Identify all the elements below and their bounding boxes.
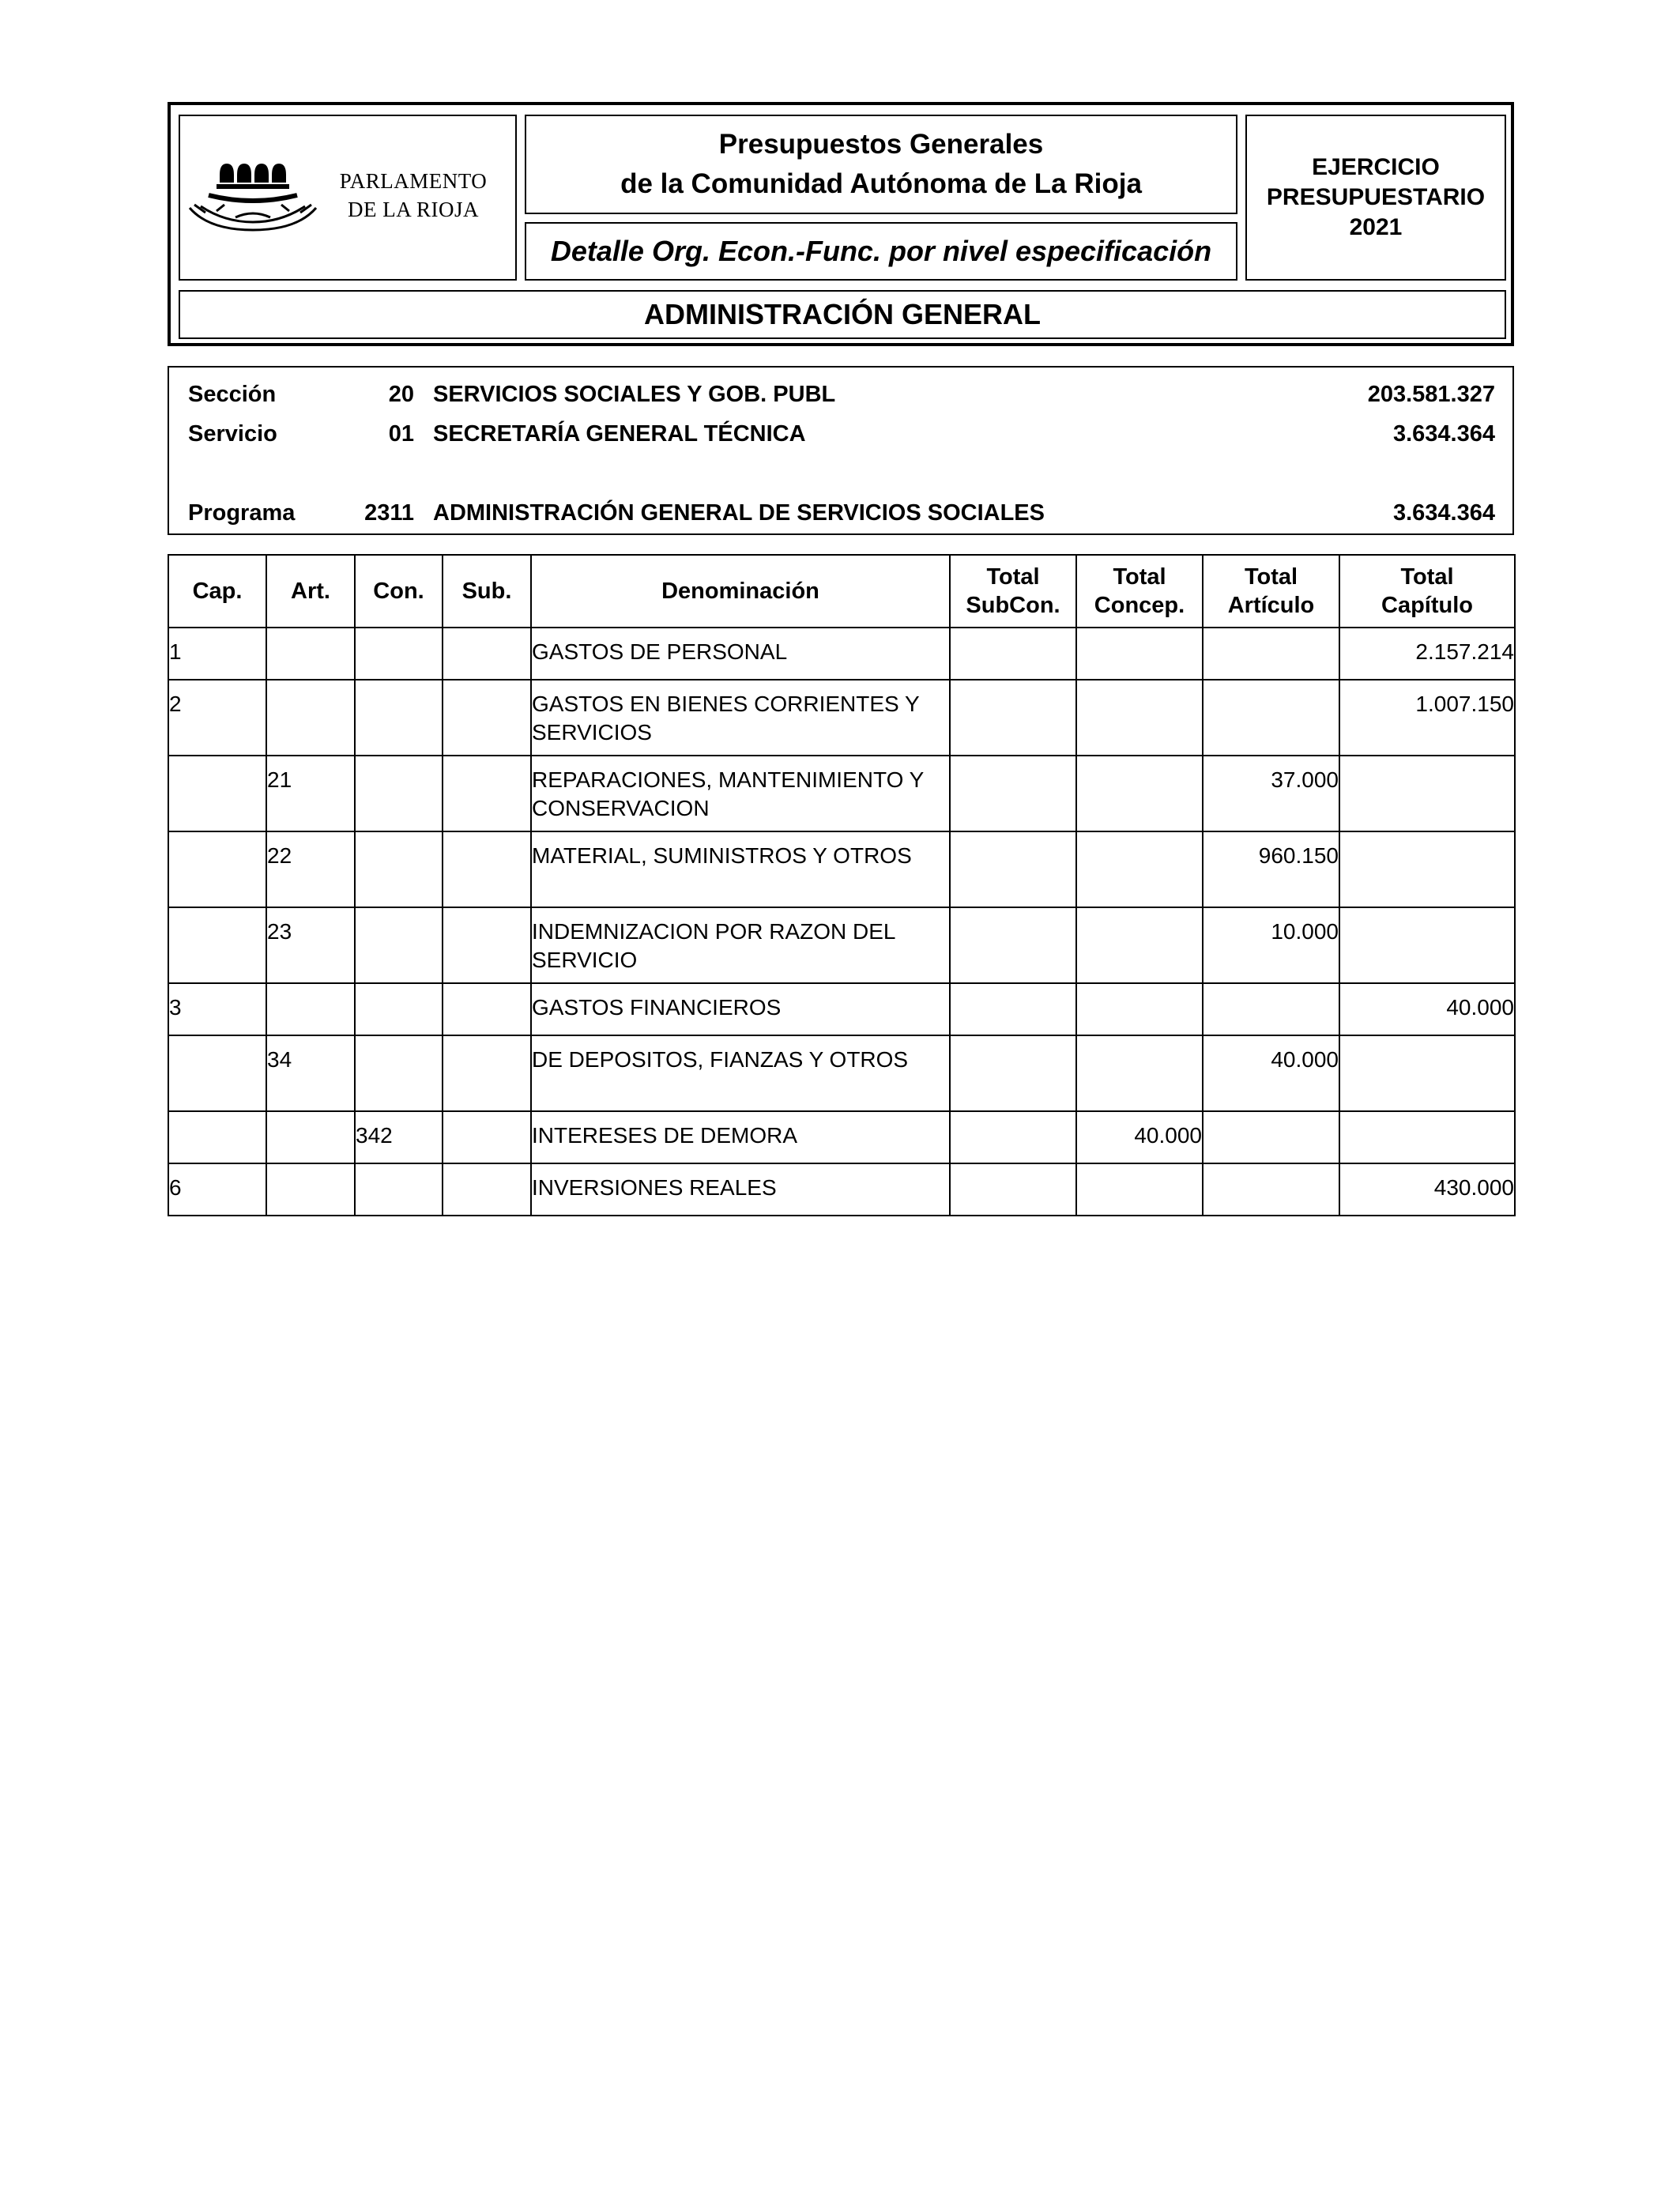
cell-sub	[443, 983, 531, 1035]
col-header-total-capitulo-l2: Capítulo	[1381, 593, 1473, 618]
cell-total-capitulo	[1339, 907, 1515, 983]
cell-denominacion: GASTOS EN BIENES CORRIENTES Y SERVICIOS	[531, 680, 950, 756]
cell-con: 342	[355, 1111, 443, 1163]
programa-code: 2311	[364, 500, 414, 526]
cell-denominacion: GASTOS FINANCIEROS	[531, 983, 950, 1035]
title-line1: Presupuestos Generales	[718, 129, 1044, 160]
seccion-code: 20	[388, 382, 414, 407]
col-header-cap: Cap.	[168, 555, 266, 628]
section-band: ADMINISTRACIÓN GENERAL	[179, 290, 1506, 339]
col-header-total-subcon	[950, 555, 1076, 628]
cell-art	[266, 1111, 355, 1163]
budget-section-info	[168, 366, 1514, 535]
cell-art: 34	[266, 1035, 355, 1111]
cell-total-concep	[1076, 680, 1203, 756]
cell-cap	[168, 756, 266, 831]
cell-total-articulo	[1203, 1163, 1339, 1216]
table-row	[168, 628, 1515, 680]
title-line2: de la Comunidad Autónoma de La Rioja	[620, 168, 1142, 199]
programa-row	[169, 497, 1512, 529]
servicio-code: 01	[388, 421, 414, 447]
cell-cap: 3	[168, 983, 266, 1035]
cell-total-concep	[1076, 907, 1203, 983]
cell-sub	[443, 831, 531, 907]
cell-total-subcon	[950, 1035, 1076, 1111]
cell-sub	[443, 628, 531, 680]
year-line2: PRESUPUESTARIO	[1266, 184, 1486, 210]
cell-total-subcon	[950, 1163, 1076, 1216]
seccion-desc: SERVICIOS SOCIALES Y GOB. PUBL	[433, 382, 836, 407]
col-header-total-capitulo-l1: Total	[1400, 564, 1454, 590]
cell-con	[355, 907, 443, 983]
cell-denominacion: INDEMNIZACION POR RAZON DEL SERVICIO	[531, 907, 950, 983]
col-header-total-concep-l2: Concep.	[1094, 593, 1185, 618]
table-row	[168, 983, 1515, 1035]
cell-art	[266, 680, 355, 756]
table-row	[168, 831, 1515, 907]
cell-total-articulo: 37.000	[1203, 756, 1339, 831]
cell-total-concep	[1076, 1035, 1203, 1111]
cell-total-concep	[1076, 756, 1203, 831]
cell-total-concep	[1076, 831, 1203, 907]
document-subtitle: Detalle Org. Econ.-Func. por nivel especificación	[525, 222, 1237, 281]
cell-total-articulo	[1203, 680, 1339, 756]
cell-total-articulo: 10.000	[1203, 907, 1339, 983]
col-header-total-articulo-l1: Total	[1244, 564, 1298, 590]
cell-total-capitulo: 2.157.214	[1339, 628, 1515, 680]
table-row	[168, 680, 1515, 756]
cell-cap: 1	[168, 628, 266, 680]
table-row	[168, 756, 1515, 831]
parliament-logo-icon	[185, 151, 319, 238]
logo-text-line2: DE LA RIOJA	[348, 198, 479, 221]
cell-total-concep: 40.000	[1076, 1111, 1203, 1163]
seccion-label: Sección	[188, 382, 277, 407]
document-header	[168, 102, 1514, 346]
cell-total-capitulo: 430.000	[1339, 1163, 1515, 1216]
cell-sub	[443, 1111, 531, 1163]
programa-desc: ADMINISTRACIÓN GENERAL DE SERVICIOS SOCIALES	[433, 500, 1045, 526]
programa-amount: 3.634.364	[1392, 500, 1495, 526]
col-header-total-articulo	[1203, 555, 1339, 628]
cell-total-articulo	[1203, 1111, 1339, 1163]
servicio-row	[169, 418, 1512, 450]
cell-art: 21	[266, 756, 355, 831]
cell-sub	[443, 907, 531, 983]
cell-cap: 2	[168, 680, 266, 756]
cell-total-subcon	[950, 1111, 1076, 1163]
logo-text	[322, 167, 504, 224]
cell-sub	[443, 1035, 531, 1111]
servicio-label: Servicio	[188, 421, 277, 447]
logo-box	[179, 115, 517, 281]
table-row	[168, 1163, 1515, 1216]
col-header-total-subcon-l2: SubCon.	[966, 593, 1060, 618]
col-header-total-articulo-l2: Artículo	[1227, 593, 1315, 618]
table-header-row	[168, 555, 1515, 628]
cell-total-capitulo	[1339, 1035, 1515, 1111]
cell-sub	[443, 756, 531, 831]
cell-con	[355, 983, 443, 1035]
col-header-total-subcon-l1: Total	[986, 564, 1040, 590]
cell-total-concep	[1076, 1163, 1203, 1216]
cell-sub	[443, 680, 531, 756]
cell-total-capitulo	[1339, 831, 1515, 907]
table-row	[168, 1111, 1515, 1163]
cell-total-subcon	[950, 983, 1076, 1035]
cell-total-articulo: 40.000	[1203, 1035, 1339, 1111]
cell-total-articulo	[1203, 983, 1339, 1035]
col-header-total-concep-l1: Total	[1113, 564, 1166, 590]
cell-total-subcon	[950, 907, 1076, 983]
seccion-amount: 203.581.327	[1367, 382, 1495, 407]
programa-label: Programa	[188, 500, 296, 526]
cell-art: 23	[266, 907, 355, 983]
cell-total-concep	[1076, 983, 1203, 1035]
col-header-total-concep	[1076, 555, 1203, 628]
year-line1: EJERCICIO	[1312, 154, 1440, 180]
cell-total-articulo	[1203, 628, 1339, 680]
document-title	[525, 115, 1237, 214]
cell-art	[266, 1163, 355, 1216]
cell-cap	[168, 1035, 266, 1111]
cell-con	[355, 1163, 443, 1216]
cell-denominacion: DE DEPOSITOS, FIANZAS Y OTROS	[531, 1035, 950, 1111]
cell-con	[355, 831, 443, 907]
cell-art	[266, 628, 355, 680]
cell-total-capitulo	[1339, 1111, 1515, 1163]
col-header-con: Con.	[355, 555, 443, 628]
cell-total-capitulo: 1.007.150	[1339, 680, 1515, 756]
cell-total-concep	[1076, 628, 1203, 680]
cell-denominacion: REPARACIONES, MANTENIMIENTO Y CONSERVACION	[531, 756, 950, 831]
logo-text-line1: PARLAMENTO	[339, 169, 488, 193]
budget-table	[168, 554, 1516, 1216]
cell-total-subcon	[950, 680, 1076, 756]
servicio-amount: 3.634.364	[1392, 421, 1495, 447]
table-row	[168, 1035, 1515, 1111]
cell-denominacion: MATERIAL, SUMINISTROS Y OTROS	[531, 831, 950, 907]
cell-total-articulo: 960.150	[1203, 831, 1339, 907]
cell-con	[355, 1035, 443, 1111]
cell-total-capitulo	[1339, 756, 1515, 831]
cell-total-subcon	[950, 628, 1076, 680]
col-header-sub: Sub.	[443, 555, 531, 628]
fiscal-year-box	[1245, 115, 1506, 281]
cell-total-subcon	[950, 756, 1076, 831]
seccion-row	[169, 379, 1512, 410]
col-header-art: Art.	[266, 555, 355, 628]
cell-cap	[168, 831, 266, 907]
cell-con	[355, 756, 443, 831]
table-row	[168, 907, 1515, 983]
cell-cap	[168, 907, 266, 983]
cell-cap	[168, 1111, 266, 1163]
cell-cap: 6	[168, 1163, 266, 1216]
col-header-denominacion: Denominación	[531, 555, 950, 628]
col-header-total-capitulo	[1339, 555, 1515, 628]
cell-total-subcon	[950, 831, 1076, 907]
cell-art: 22	[266, 831, 355, 907]
cell-sub	[443, 1163, 531, 1216]
servicio-desc: SECRETARÍA GENERAL TÉCNICA	[433, 421, 806, 447]
cell-denominacion: GASTOS DE PERSONAL	[531, 628, 950, 680]
cell-con	[355, 628, 443, 680]
year-line3: 2021	[1349, 214, 1403, 240]
cell-total-capitulo: 40.000	[1339, 983, 1515, 1035]
cell-denominacion: INVERSIONES REALES	[531, 1163, 950, 1216]
cell-art	[266, 983, 355, 1035]
cell-con	[355, 680, 443, 756]
cell-denominacion: INTERESES DE DEMORA	[531, 1111, 950, 1163]
